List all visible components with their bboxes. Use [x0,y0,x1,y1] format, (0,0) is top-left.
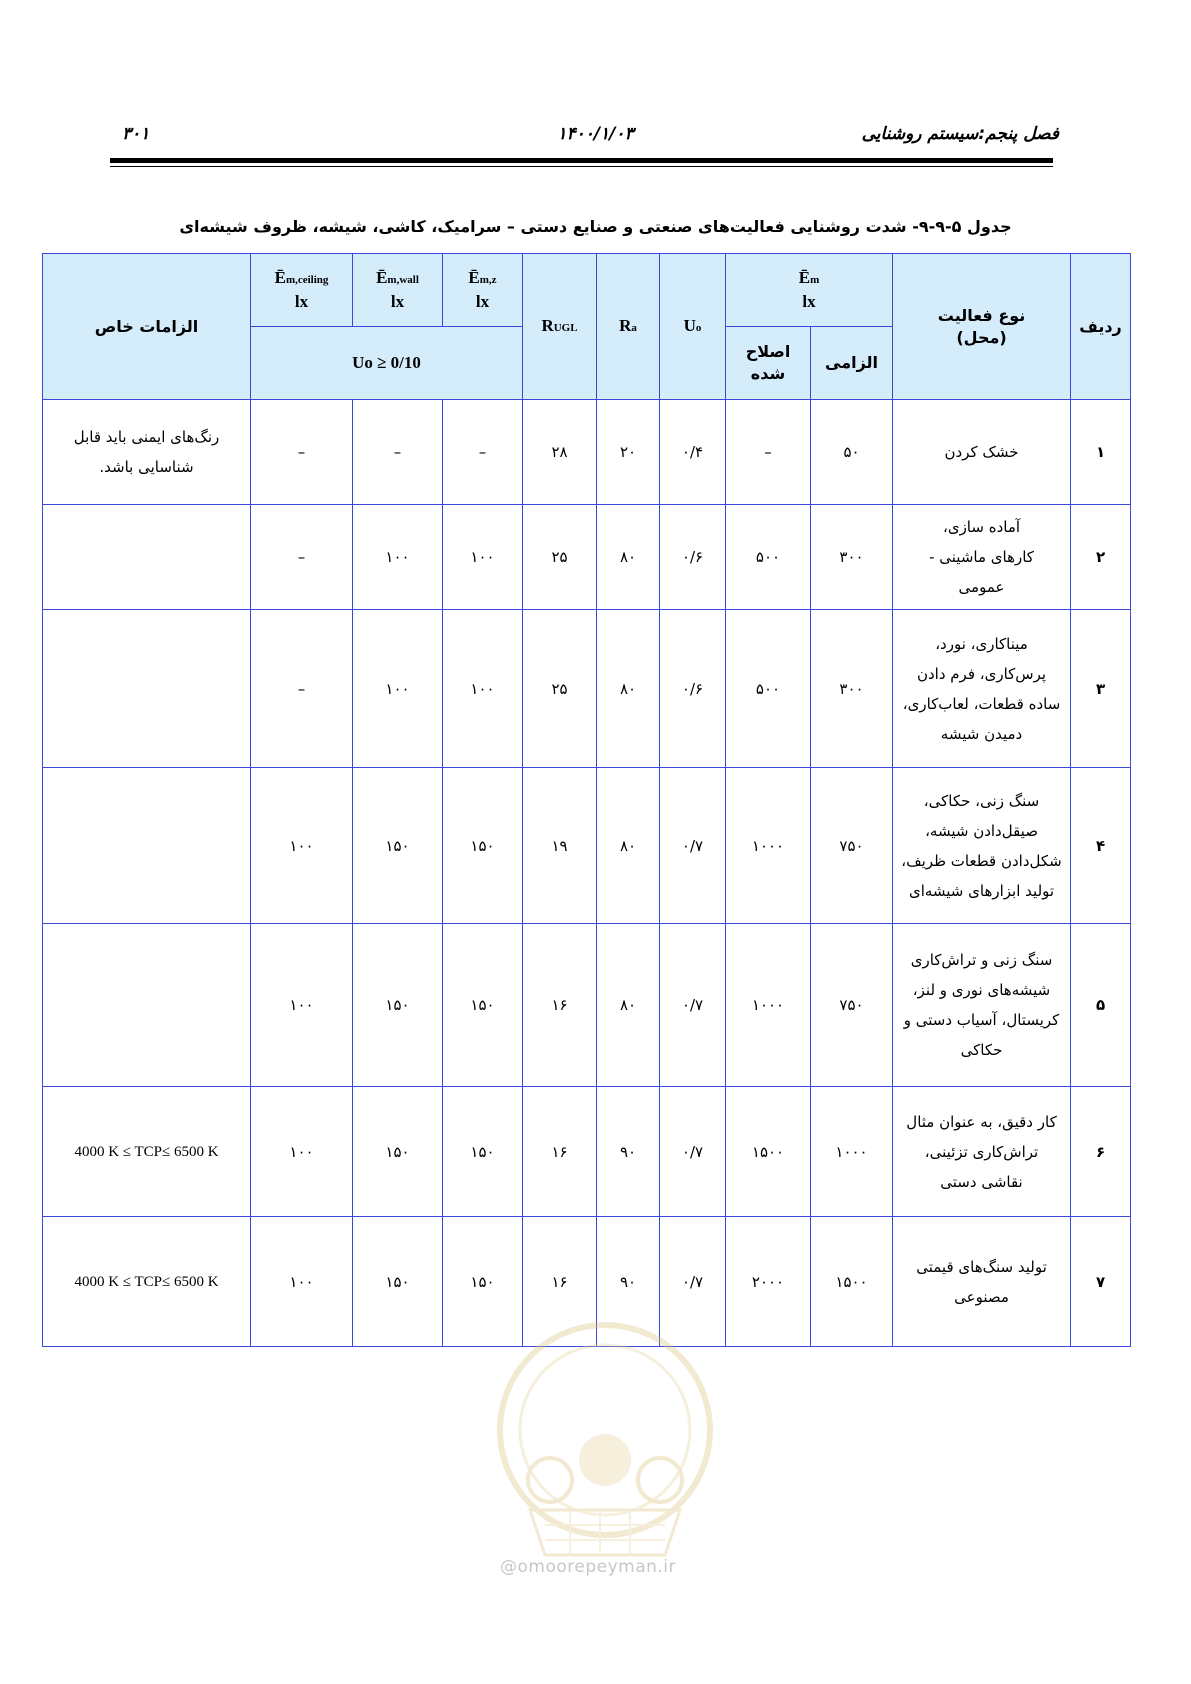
cell-activity: سنگ زنی، حکاکی، صیقل‌دادن شیشه، شکل‌دادن قطعات ظریف، تولید ابزارهای شیشه‌ای [893,768,1071,924]
cell-special: رنگ‌های ایمنی باید قابل شناسایی باشد. [43,400,251,505]
table-row [43,768,1131,924]
header-rule-thick [110,158,1053,163]
table-row [43,610,1131,768]
cell-em-modified: – [726,400,811,505]
cell-special: 4000 K ≤ TCP≤ 6500 K [43,1087,251,1217]
cell-emwall: ۱۵۰ [353,768,443,924]
table-row [43,924,1131,1087]
header-em: Ēm lx [726,254,893,327]
header-modified: اصلاح شده [726,327,811,400]
header-emz: Ēm,z lx [443,254,523,327]
cell-special [43,924,251,1087]
cell-em-modified: ۲۰۰۰ [726,1217,811,1347]
cell-emceiling: ۱۰۰ [251,924,353,1087]
table-row [43,1087,1131,1217]
cell-emz: ۱۵۰ [443,768,523,924]
cell-ra: ۸۰ [597,768,660,924]
cell-ra: ۸۰ [597,505,660,610]
page-number: ۳۰۱ [122,124,150,144]
header-special: الزامات خاص [43,254,251,400]
table-row [43,400,1131,505]
cell-uo: ۰/۶ [660,505,726,610]
cell-rugl: ۲۵ [523,505,597,610]
cell-emz: ۱۵۰ [443,924,523,1087]
cell-emz: – [443,400,523,505]
cell-rugl: ۱۶ [523,1217,597,1347]
cell-em-modified: ۱۰۰۰ [726,924,811,1087]
cell-special [43,505,251,610]
header-ra: Ra [597,254,660,400]
cell-uo: ۰/۷ [660,924,726,1087]
cell-em-mandatory: ۳۰۰ [811,610,893,768]
cell-row-no: ۲ [1071,505,1131,610]
cell-emwall: ۱۰۰ [353,610,443,768]
cell-em-mandatory: ۵۰ [811,400,893,505]
cell-emz: ۱۰۰ [443,505,523,610]
cell-activity: سنگ زنی و تراش‌کاری شیشه‌های نوری و لنز، کریستال، آسیاب دستی و حکاکی [893,924,1071,1087]
cell-special [43,768,251,924]
cell-emceiling: – [251,400,353,505]
cell-em-modified: ۵۰۰ [726,505,811,610]
cell-activity: آماده سازی، کارهای ماشینی - عمومی [893,505,1071,610]
cell-uo: ۰/۷ [660,1217,726,1347]
chapter-title: فصل پنجم:سیستم روشنایی [861,124,1059,144]
cell-em-mandatory: ۳۰۰ [811,505,893,610]
cell-row-no: ۵ [1071,924,1131,1087]
cell-emz: ۱۵۰ [443,1217,523,1347]
cell-emceiling: – [251,505,353,610]
cell-rugl: ۱۶ [523,924,597,1087]
cell-uo: ۰/۶ [660,610,726,768]
cell-ra: ۸۰ [597,610,660,768]
cell-activity: خشک کردن [893,400,1071,505]
cell-em-modified: ۱۵۰۰ [726,1087,811,1217]
cell-rugl: ۱۹ [523,768,597,924]
cell-emceiling: – [251,610,353,768]
header-rugl: RUGL [523,254,597,400]
cell-ra: ۸۰ [597,924,660,1087]
header-emwall: Ēm,wall lx [353,254,443,327]
header-date: ۱۴۰۰/۱/۰۳ [557,124,634,144]
header-rule-thin [110,166,1053,167]
header-row-no: ردیف [1071,254,1131,400]
header-emceiling: Ēm,ceiling lx [251,254,353,327]
cell-emceiling: ۱۰۰ [251,1217,353,1347]
cell-emz: ۱۰۰ [443,610,523,768]
cell-emceiling: ۱۰۰ [251,1087,353,1217]
cell-activity: کار دقیق، به عنوان مثال تراش‌کاری تزئینی، نقاشی دستی [893,1087,1071,1217]
cell-activity: تولید سنگ‌های قیمتی مصنوعی [893,1217,1071,1347]
cell-emwall: ۱۵۰ [353,1217,443,1347]
cell-activity: میناکاری، نورد، پرس‌کاری، فرم دادن ساده قطعات، لعاب‌کاری، دمیدن شیشه [893,610,1071,768]
cell-row-no: ۶ [1071,1087,1131,1217]
cell-em-mandatory: ۱۵۰۰ [811,1217,893,1347]
cell-uo: ۰/۴ [660,400,726,505]
cell-emz: ۱۵۰ [443,1087,523,1217]
table-caption: جدول ۵-۹-۹- شدت روشنایی فعالیت‌های صنعتی و صنایع دستی – سراميک، کاشی، شیشه، ظروف شیشه‌ای [179,217,1012,236]
header-uo: Uo [660,254,726,400]
watermark-site: @omoorepeyman.ir [500,1557,677,1577]
cell-emwall: ۱۰۰ [353,505,443,610]
cell-special: 4000 K ≤ TCP≤ 6500 K [43,1217,251,1347]
cell-row-no: ۱ [1071,400,1131,505]
watermark-seal-logo [490,1310,720,1570]
cell-emwall: ۱۵۰ [353,1087,443,1217]
cell-row-no: ۷ [1071,1217,1131,1347]
cell-em-mandatory: ۷۵۰ [811,924,893,1087]
cell-uo: ۰/۷ [660,768,726,924]
cell-special [43,610,251,768]
cell-em-mandatory: ۱۰۰۰ [811,1087,893,1217]
cell-em-mandatory: ۷۵۰ [811,768,893,924]
table-row [43,505,1131,610]
cell-ra: ۹۰ [597,1217,660,1347]
cell-rugl: ۱۶ [523,1087,597,1217]
cell-ra: ۹۰ [597,1087,660,1217]
cell-row-no: ۴ [1071,768,1131,924]
cell-uo: ۰/۷ [660,1087,726,1217]
cell-emwall: ۱۵۰ [353,924,443,1087]
cell-rugl: ۲۸ [523,400,597,505]
cell-emwall: – [353,400,443,505]
cell-emceiling: ۱۰۰ [251,768,353,924]
illuminance-table [42,253,1131,1347]
cell-row-no: ۳ [1071,610,1131,768]
cell-em-modified: ۱۰۰۰ [726,768,811,924]
header-mandatory: الزامی [811,327,893,400]
header-activity: نوع فعالیت (محل) [893,254,1071,400]
cell-em-modified: ۵۰۰ [726,610,811,768]
cell-ra: ۲۰ [597,400,660,505]
header-uo-condition: Uo ≥ 0/10 [251,327,523,400]
cell-rugl: ۲۵ [523,610,597,768]
